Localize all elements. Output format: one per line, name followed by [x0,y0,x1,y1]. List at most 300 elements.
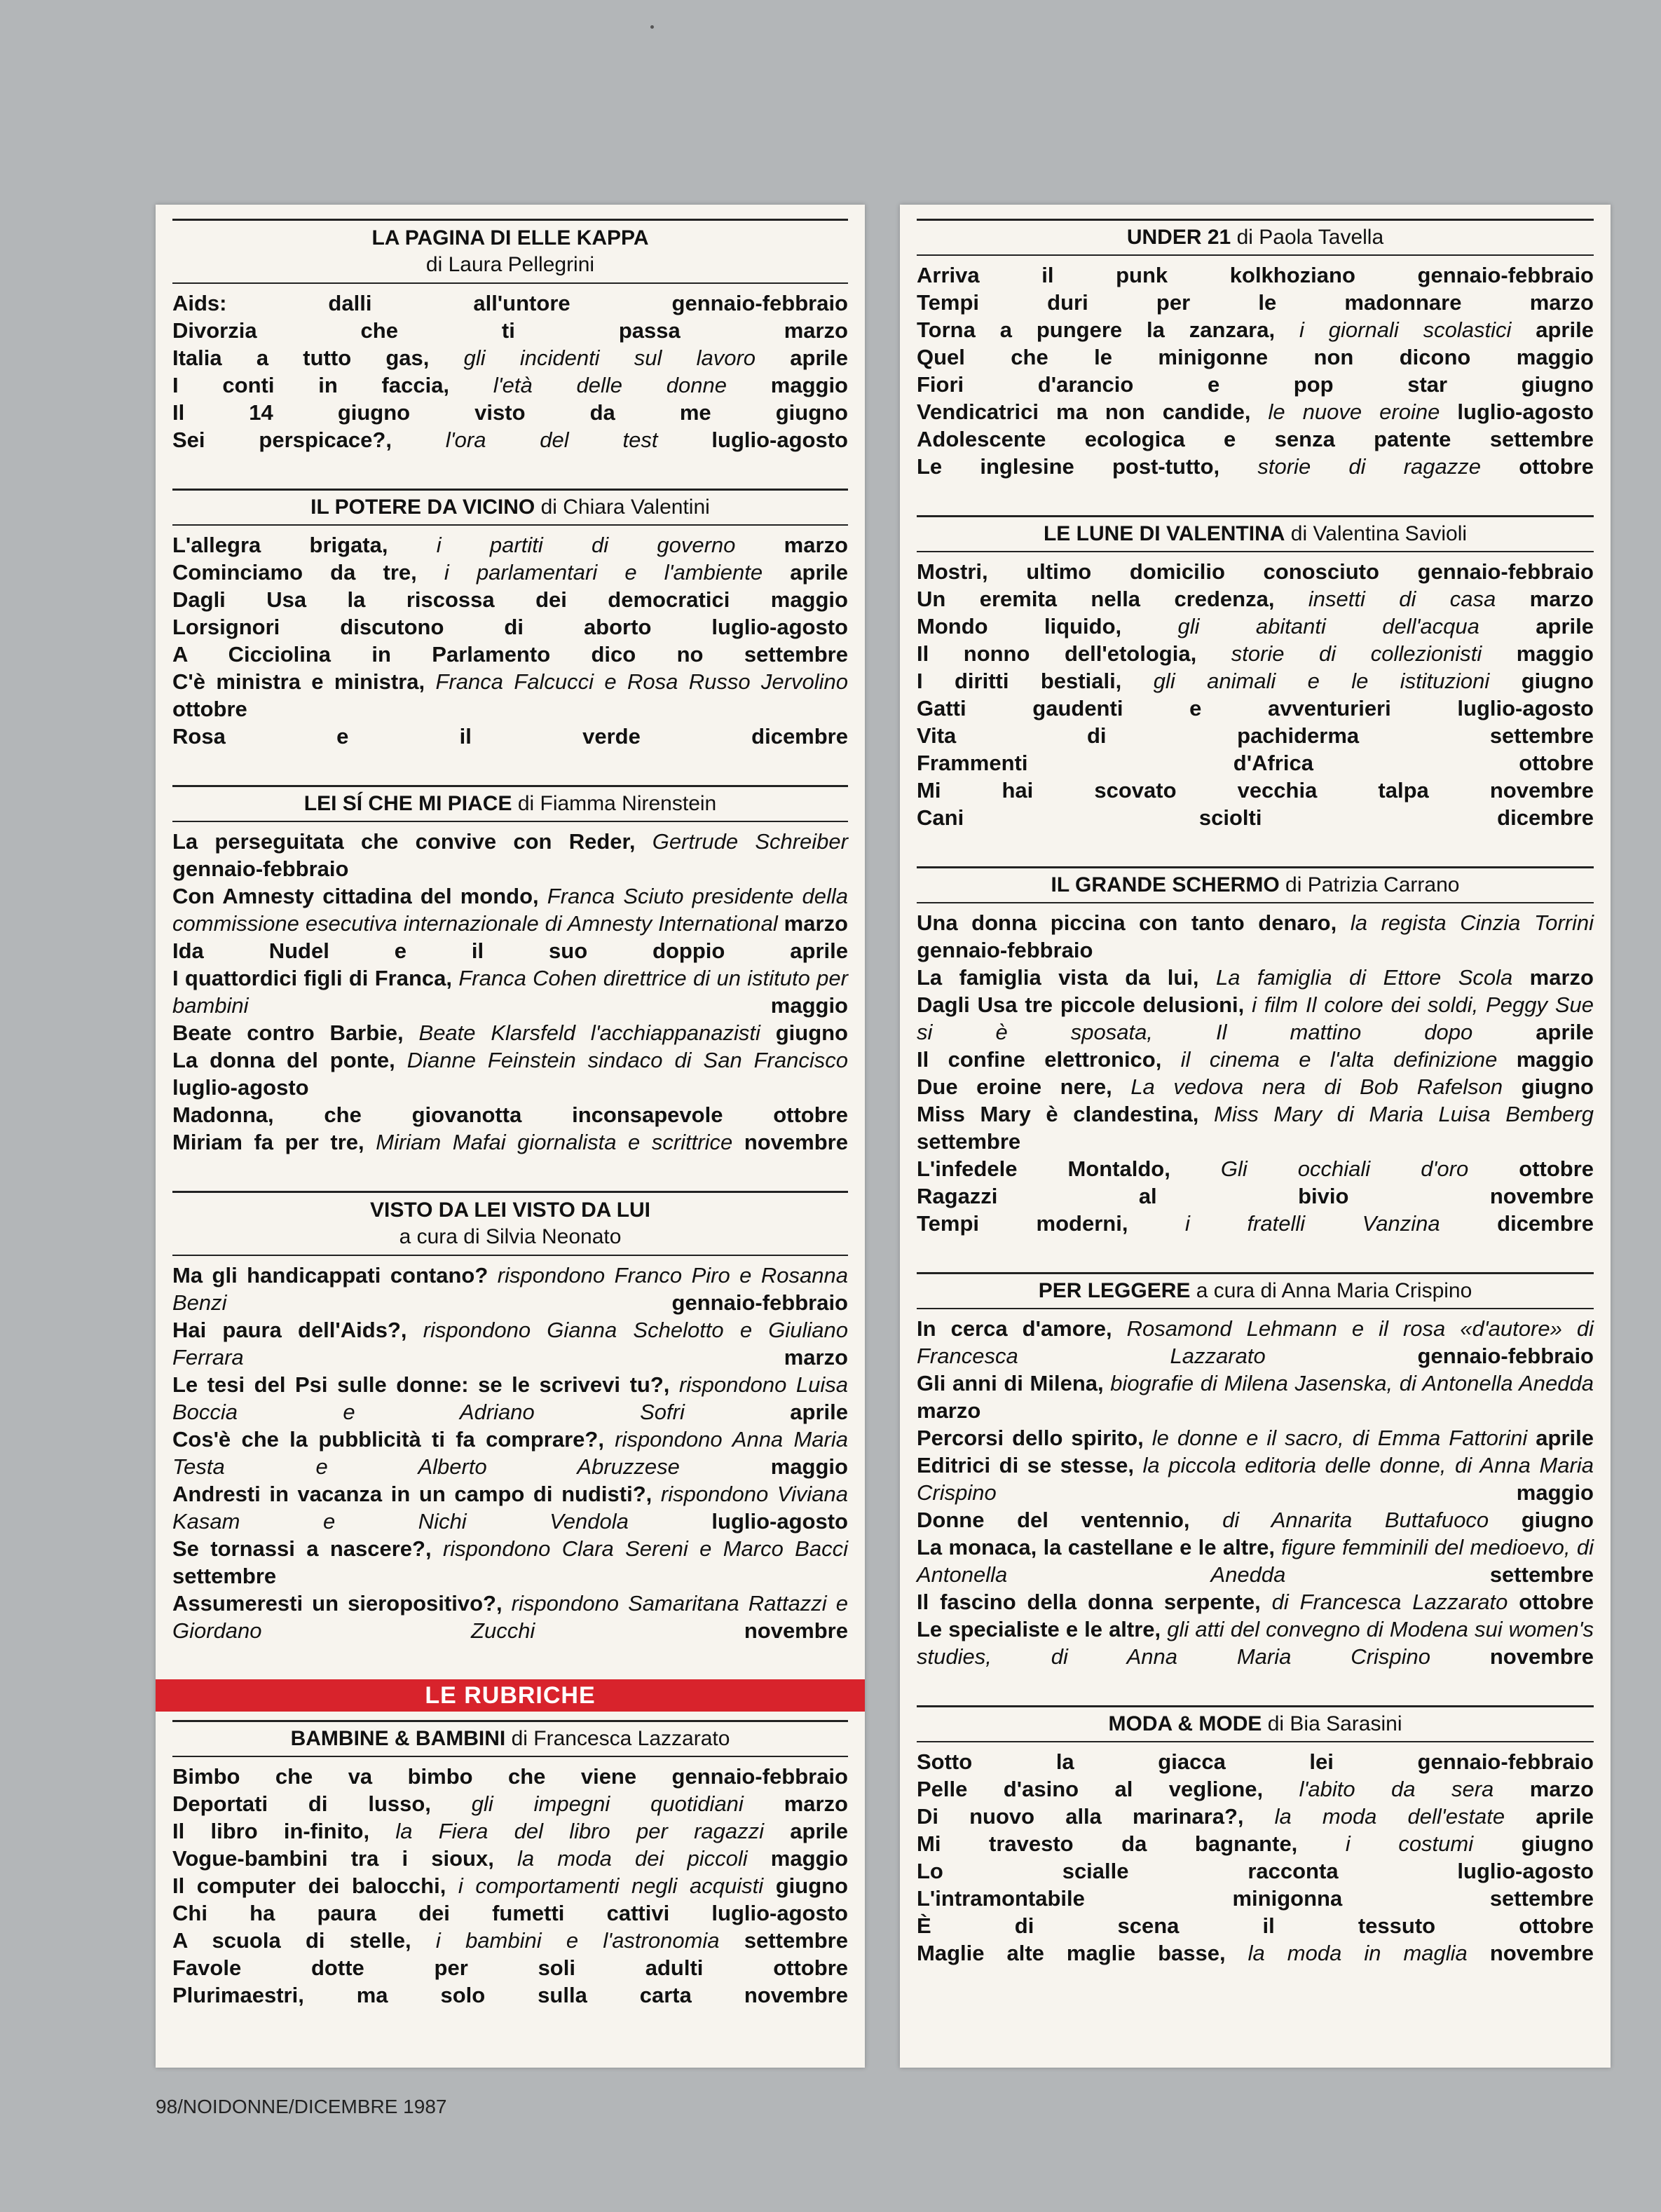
entry-title: Lorsignori discutono di aborto [172,615,652,639]
entry-month: maggio [770,587,848,612]
entry-month: ottobre [773,1955,848,1980]
entry-month: gennaio-febbraio [172,856,349,881]
list-item [917,1534,1594,1588]
entry-month: novembre [1489,778,1594,803]
entry-month: gennaio-febbraio [671,291,848,315]
list-item [172,1927,848,1954]
section-title: BAMBINE & BAMBINI [290,1727,506,1750]
entry-list [917,261,1594,480]
entry-title: Miriam fa per tre, [172,1130,364,1154]
entry-month: aprile [1536,1426,1594,1450]
entry-month: giugno [1521,1831,1594,1856]
entry-month: gennaio-febbraio [1417,559,1594,584]
entry-month: giugno [775,400,848,425]
list-item [917,1803,1594,1830]
entry-month: maggio [1516,1480,1594,1505]
list-item [917,722,1594,749]
entry-month: giugno [1521,1074,1594,1099]
entry-subtitle: la moda dei piccoli [517,1846,748,1871]
entry-month: aprile [790,346,848,370]
list-item [172,1019,848,1046]
left-column-sheet [156,205,865,2068]
entry-title: L'allegra brigata, [172,533,388,557]
entry-title: Dagli Usa la riscossa dei democratici [172,587,730,612]
list-item [172,828,848,882]
entry-month: settembre [917,1129,1021,1154]
section-title: LEI SÍ CHE MI PIACE [303,792,512,815]
right-column-sheet [900,205,1611,2068]
list-item [917,289,1594,316]
entry-list [917,1315,1594,1670]
list-item [917,1046,1594,1073]
section-author: di Chiara Valentini [540,496,710,519]
entry-title: Chi ha paura dei fumetti cattivi [172,1901,670,1925]
rubriche-banner: LE RUBRICHE [156,1679,865,1712]
entry-month: maggio [770,373,848,397]
list-item [172,1128,848,1156]
entry-list [172,289,848,453]
entry-month: ottobre [1519,1590,1594,1614]
entry-title: Il confine elettronico, [917,1047,1162,1072]
entry-month: novembre [1489,1644,1594,1669]
section-header [172,1191,848,1256]
list-item [172,317,848,344]
list-item [172,1899,848,1927]
entry-month: gennaio-febbraio [671,1290,848,1315]
list-item [917,1210,1594,1237]
list-item [172,1535,848,1590]
entry-month: luglio-agosto [1457,696,1594,721]
entry-month: maggio [770,1846,849,1871]
entry-subtitle: Rosamond Lehmann e il rosa «d'autore» di Francesca Lazzarato [917,1316,1594,1368]
entry-month: ottobre [1519,454,1594,479]
entry-subtitle: le donne e il sacro, di Emma Fattorini [1151,1426,1528,1450]
entry-title: Andresti in vacanza in un campo di nudisti?, [172,1482,652,1506]
entry-month: ottobre [1519,1156,1594,1181]
entry-title: Assumeresti un sieropositivo?, [172,1591,503,1616]
entry-title: La monaca, la castellane e le altre, [917,1535,1275,1559]
entry-title: Se tornassi a nascere?, [172,1536,432,1561]
section-header [172,219,848,284]
entry-month: aprile [1536,614,1594,639]
entry-title: Tempi duri per le madonnare [917,290,1462,315]
entry-subtitle: gli incidenti sul lavoro [463,346,756,370]
entry-subtitle: storie di collezionisti [1231,641,1482,666]
entry-month: giugno [1521,372,1594,397]
entry-subtitle: Miriam Mafai giornalista e scrittrice [376,1130,733,1154]
entry-month: marzo [784,1791,848,1816]
section-author: di Laura Pellegrini [425,253,595,276]
entry-title: Maglie alte maglie basse, [917,1941,1226,1965]
left-sections [172,219,848,1644]
entry-title: Rosa e il verde [172,724,641,749]
entry-title: Le specialiste e le altre, [917,1617,1161,1641]
entry-subtitle: gli abitanti dell'acqua [1177,614,1479,639]
entry-month: marzo [784,533,848,557]
list-item [917,1452,1594,1506]
section-title: IL GRANDE SCHERMO [1051,873,1280,896]
section-header [917,1705,1594,1742]
list-item [917,1588,1594,1616]
section-lei-si-che-mi-piace [172,785,848,1156]
list-item [917,991,1594,1046]
entry-subtitle: rispondono Luisa Boccia e Adriano Sofri [172,1372,848,1424]
entry-subtitle: i fratelli Vanzina [1185,1211,1440,1236]
entry-month: luglio-agosto [711,428,848,452]
list-item [172,1480,848,1535]
section-header [917,1272,1594,1309]
entry-month: marzo [917,1398,981,1423]
entry-title: Le tesi del Psi sulle donne: se le scrivevi tu?, [172,1372,670,1397]
entry-month: luglio-agosto [711,1509,848,1534]
entry-title: Hai paura dell'Aids?, [172,1318,407,1342]
list-item [917,1775,1594,1803]
list-item [172,1872,848,1899]
entry-subtitle: gli animali e le istituzioni [1153,669,1490,693]
entry-subtitle: rispondono Anna Maria Testa e Alberto Abruzzese [172,1427,848,1479]
list-item [917,1830,1594,1857]
entry-subtitle: la Fiera del libro per ragazzi [395,1819,765,1843]
section-visto-da-lei-visto-da-lui [172,1191,848,1644]
entry-month: maggio [1516,345,1594,369]
entry-title: Adolescente ecologica e senza patente [917,427,1451,451]
entry-title: Aids: dalli all'untore [172,291,570,315]
entry-month: marzo [784,911,848,936]
entry-month: aprile [790,560,848,585]
list-item [917,558,1594,585]
entry-title: Beate contro Barbie, [172,1020,404,1045]
section-header [917,866,1594,903]
list-item [172,371,848,399]
entry-month: settembre [1489,723,1594,748]
entry-title: Le inglesine post-tutto, [917,454,1220,479]
entry-title: Madonna, che giovanotta inconsapevole [172,1102,723,1127]
section-author: di Fiamma Nirenstein [517,792,717,815]
entry-title: Una donna piccina con tanto denaro, [917,910,1337,935]
entry-month: marzo [784,1345,848,1370]
list-item [917,1506,1594,1534]
entry-month: ottobre [1519,751,1594,775]
entry-title: L'intramontabile minigonna [917,1886,1343,1911]
list-item [172,668,848,723]
entry-month: luglio-agosto [172,1075,309,1100]
entry-subtitle: Beate Klarsfeld l'acchiappanazisti [418,1020,760,1045]
list-item [172,531,848,559]
list-item [917,777,1594,804]
entry-subtitle: La vedova nera di Bob Rafelson [1130,1074,1503,1099]
list-item [917,749,1594,777]
entry-title: Favole dotte per soli adulti [172,1955,704,1980]
entry-title: Sei perspicace?, [172,428,392,452]
entry-month: luglio-agosto [1457,400,1594,424]
entry-month: aprile [790,1819,848,1843]
list-item [172,641,848,668]
entry-title: Deportati di lusso, [172,1791,431,1816]
entry-month: ottobre [172,697,247,721]
entry-subtitle: la moda dell'estate [1274,1804,1505,1829]
list-item [172,937,848,964]
entry-subtitle: il cinema e l'alta definizione [1180,1047,1498,1072]
list-item [172,1981,848,2009]
entry-list [172,1262,848,1644]
list-item [172,586,848,613]
list-item [917,1748,1594,1775]
list-item [172,613,848,641]
entry-month: maggio [770,1454,848,1479]
entry-title: Pelle d'asino al veglione, [917,1777,1264,1801]
entry-subtitle: Gli occhiali d'oro [1220,1156,1469,1181]
entry-month: maggio [1516,1047,1594,1072]
entry-subtitle: i film Il colore dei soldi, Peggy Sue si è sposata, Il mattino dopo [917,992,1594,1044]
list-item [917,804,1594,831]
entry-month: settembre [1489,1562,1594,1587]
entry-title: Vogue-bambini tra i sioux, [172,1846,494,1871]
entry-subtitle: La famiglia di Ettore Scola [1215,965,1513,990]
entry-title: I conti in faccia, [172,373,450,397]
entry-title: Il 14 giugno visto da me [172,400,711,425]
entry-subtitle: biografie di Milena Jasenska, di Antonella Anedda [1110,1371,1594,1395]
entry-month: aprile [790,1400,848,1424]
list-item [172,1817,848,1845]
entry-subtitle: Franca Sciuto presidente della commissione esecutiva internazionale di Amnesty International [172,884,848,936]
entry-subtitle: la regista Cinzia Torrini [1350,910,1594,935]
entry-title: I diritti bestiali, [917,669,1122,693]
entry-month: gennaio-febbraio [1417,1344,1594,1368]
list-item [917,316,1594,343]
entry-subtitle: l'età delle donne [493,373,727,397]
section-header [917,219,1594,256]
entry-title: Mondo liquido, [917,614,1122,639]
list-item [917,695,1594,722]
entry-title: Dagli Usa tre piccole delusioni, [917,992,1245,1017]
list-item [172,1426,848,1480]
entry-subtitle: di Annarita Buttafuoco [1222,1508,1489,1532]
entry-title: Un eremita nella credenza, [917,587,1275,611]
entry-list [172,531,848,750]
entry-month: novembre [744,1130,848,1154]
entry-month: luglio-agosto [1457,1859,1594,1883]
entry-title: Mi hai scovato vecchia talpa [917,778,1429,803]
entry-month: novembre [1489,1941,1594,1965]
list-item [172,399,848,426]
list-item [172,1101,848,1128]
list-item [917,1616,1594,1670]
entry-subtitle: i bambini e l'astronomia [435,1928,720,1953]
entry-month: dicembre [1497,1211,1594,1236]
entry-subtitle: i parlamentari e l'ambiente [444,560,763,585]
section-moda-mode [917,1705,1594,1967]
entry-title: Il libro in-finito, [172,1819,370,1843]
list-item [917,1315,1594,1370]
entry-subtitle: i giornali scolastici [1299,318,1512,342]
entry-subtitle: storie di ragazze [1257,454,1481,479]
list-item [172,559,848,586]
list-item [172,1790,848,1817]
section-author: a cura di Silvia Neonato [399,1225,622,1248]
entry-subtitle: Dianne Feinstein sindaco di San Francisco [406,1048,848,1072]
list-item [917,667,1594,695]
list-item [917,343,1594,371]
entry-title: Ragazzi al bivio [917,1184,1349,1208]
entry-subtitle: gli atti del convegno di Modena sui women's studies, di Anna Maria Crispino [917,1617,1594,1669]
entry-title: Due eroine nere, [917,1074,1112,1099]
entry-month: giugno [1521,1508,1594,1532]
list-item [917,1370,1594,1424]
entry-month: giugno [775,1873,848,1898]
entry-subtitle: di Francesca Lazzarato [1271,1590,1508,1614]
entry-title: Vita di pachiderma [917,723,1360,748]
entry-month: marzo [1529,965,1594,990]
list-item [172,1590,848,1644]
entry-subtitle: l'abito da sera [1299,1777,1494,1801]
entry-list [172,828,848,1156]
list-item [172,723,848,750]
entry-list [917,1748,1594,1967]
entry-title: Il nonno dell'etologia, [917,641,1197,666]
entry-title: Mi travesto da bagnante, [917,1831,1298,1856]
entry-title: Frammenti d'Africa [917,751,1313,775]
entry-month: gennaio-febbraio [1417,1749,1594,1774]
entry-title: I quattordici figli di Franca, [172,966,452,990]
list-item [172,1262,848,1316]
entry-title: Sotto la giacca lei [917,1749,1334,1774]
entry-title: Editrici di se stesse, [917,1453,1134,1477]
entry-title: Quel che le minigonne non dicono [917,345,1471,369]
entry-month: settembre [172,1564,277,1588]
entry-month: aprile [1536,1020,1594,1044]
entry-title: Ida Nudel e il suo doppio [172,938,725,963]
entry-month: aprile [1536,318,1594,342]
list-item [172,1046,848,1101]
entry-subtitle: la piccola editoria delle donne, di Anna Maria Crispino [917,1453,1594,1505]
section-author: di Paola Tavella [1236,226,1384,249]
section-title: LE LUNE DI VALENTINA [1043,522,1285,545]
section-bambine-bambini [172,1720,848,2009]
entry-title: È di scena il tessuto [917,1913,1436,1938]
entry-title: C'è ministra e ministra, [172,669,425,694]
entry-title: Divorzia che ti passa [172,318,681,343]
entry-subtitle: Franca Falcucci e Rosa Russo Jervolino [435,669,848,694]
entry-month: aprile [1536,1804,1594,1829]
entry-month: ottobre [773,1102,848,1127]
entry-month: giugno [1521,669,1594,693]
rubriche-sections [172,1720,848,2009]
list-item [172,1316,848,1371]
print-speck [650,25,654,29]
entry-title: Fiori d'arancio e pop star [917,372,1448,397]
list-item [917,453,1594,480]
entry-subtitle: i partiti di governo [436,533,736,557]
list-item [917,1857,1594,1885]
section-author: di Francesca Lazzarato [511,1727,730,1750]
list-item [917,1939,1594,1967]
entry-month: giugno [775,1020,848,1045]
page-footer: 98/NOIDONNE/DICEMBRE 1987 [156,2096,447,2117]
entry-title: Arriva il punk kolkhoziano [917,263,1355,287]
section-header [917,515,1594,552]
list-item [172,1371,848,1426]
entry-title: La donna del ponte, [172,1048,395,1072]
section-title: LA PAGINA DI ELLE KAPPA [371,226,649,250]
entry-title: Plurimaestri, ma solo sulla carta [172,1983,692,2007]
entry-title: La famiglia vista da lui, [917,965,1199,990]
entry-subtitle: rispondono Franco Piro e Rosanna Benzi [172,1263,848,1315]
entry-month: marzo [1529,290,1594,315]
section-author: a cura di Anna Maria Crispino [1196,1279,1472,1302]
entry-title: Miss Mary è clandestina, [917,1102,1199,1126]
entry-subtitle: rispondono Samaritana Rattazzi e Giordano Zucchi [172,1591,848,1643]
list-item [917,613,1594,640]
entry-month: settembre [1489,427,1594,451]
list-item [917,398,1594,425]
list-item [917,909,1594,964]
entry-month: novembre [1489,1184,1594,1208]
entry-subtitle: la moda in maglia [1248,1941,1468,1965]
list-item [917,964,1594,991]
entry-month: aprile [790,938,848,963]
list-item [917,1073,1594,1100]
entry-month: marzo [1529,1777,1594,1801]
entry-title: Tempi moderni, [917,1211,1128,1236]
list-item [172,1763,848,1790]
section-per-leggere [917,1272,1594,1670]
section-title: PER LEGGERE [1038,1279,1191,1302]
list-item [172,882,848,937]
entry-title: Percorsi dello spirito, [917,1426,1144,1450]
entry-subtitle: insetti di casa [1308,587,1496,611]
entry-month: novembre [744,1983,848,2007]
entry-title: La perseguitata che convive con Reder, [172,829,636,854]
entry-title: Cominciamo da tre, [172,560,417,585]
entry-subtitle: i costumi [1345,1831,1474,1856]
entry-subtitle: le nuove eroine [1268,400,1440,424]
entry-title: A Cicciolina in Parlamento dico no [172,642,704,667]
list-item [917,425,1594,453]
entry-month: luglio-agosto [711,615,848,639]
list-item [172,289,848,317]
section-le-lune-di-valentina [917,515,1594,831]
entry-title: Con Amnesty cittadina del mondo, [172,884,539,908]
list-item [172,426,848,453]
entry-month: dicembre [1497,805,1594,830]
list-item [172,1845,848,1872]
entry-month: settembre [744,1928,848,1953]
section-author: di Valentina Savioli [1290,522,1468,545]
list-item [917,371,1594,398]
list-item [917,640,1594,667]
entry-month: settembre [1489,1886,1594,1911]
entry-month: dicembre [751,724,848,749]
entry-month: maggio [770,993,848,1018]
list-item [917,1182,1594,1210]
entry-subtitle: Gertrude Schreiber [652,829,848,854]
entry-subtitle: Franca Cohen direttrice di un istituto per bambini [172,966,848,1018]
entry-title: In cerca d'amore, [917,1316,1112,1341]
right-sections [917,219,1594,1967]
section-title: IL POTERE DA VICINO [310,496,535,519]
entry-month: maggio [1516,641,1594,666]
entry-title: Gatti gaudenti e avventurieri [917,696,1391,721]
entry-title: Donne del ventennio, [917,1508,1190,1532]
list-item [172,344,848,371]
section-author: di Patrizia Carrano [1285,873,1460,896]
entry-title: Il computer dei balocchi, [172,1873,446,1898]
section-title: UNDER 21 [1126,226,1231,249]
entry-subtitle: Miss Mary di Maria Luisa Bemberg [1214,1102,1594,1126]
entry-title: Gli anni di Milena, [917,1371,1104,1395]
entry-month: marzo [1529,587,1594,611]
section-under-21 [917,219,1594,480]
